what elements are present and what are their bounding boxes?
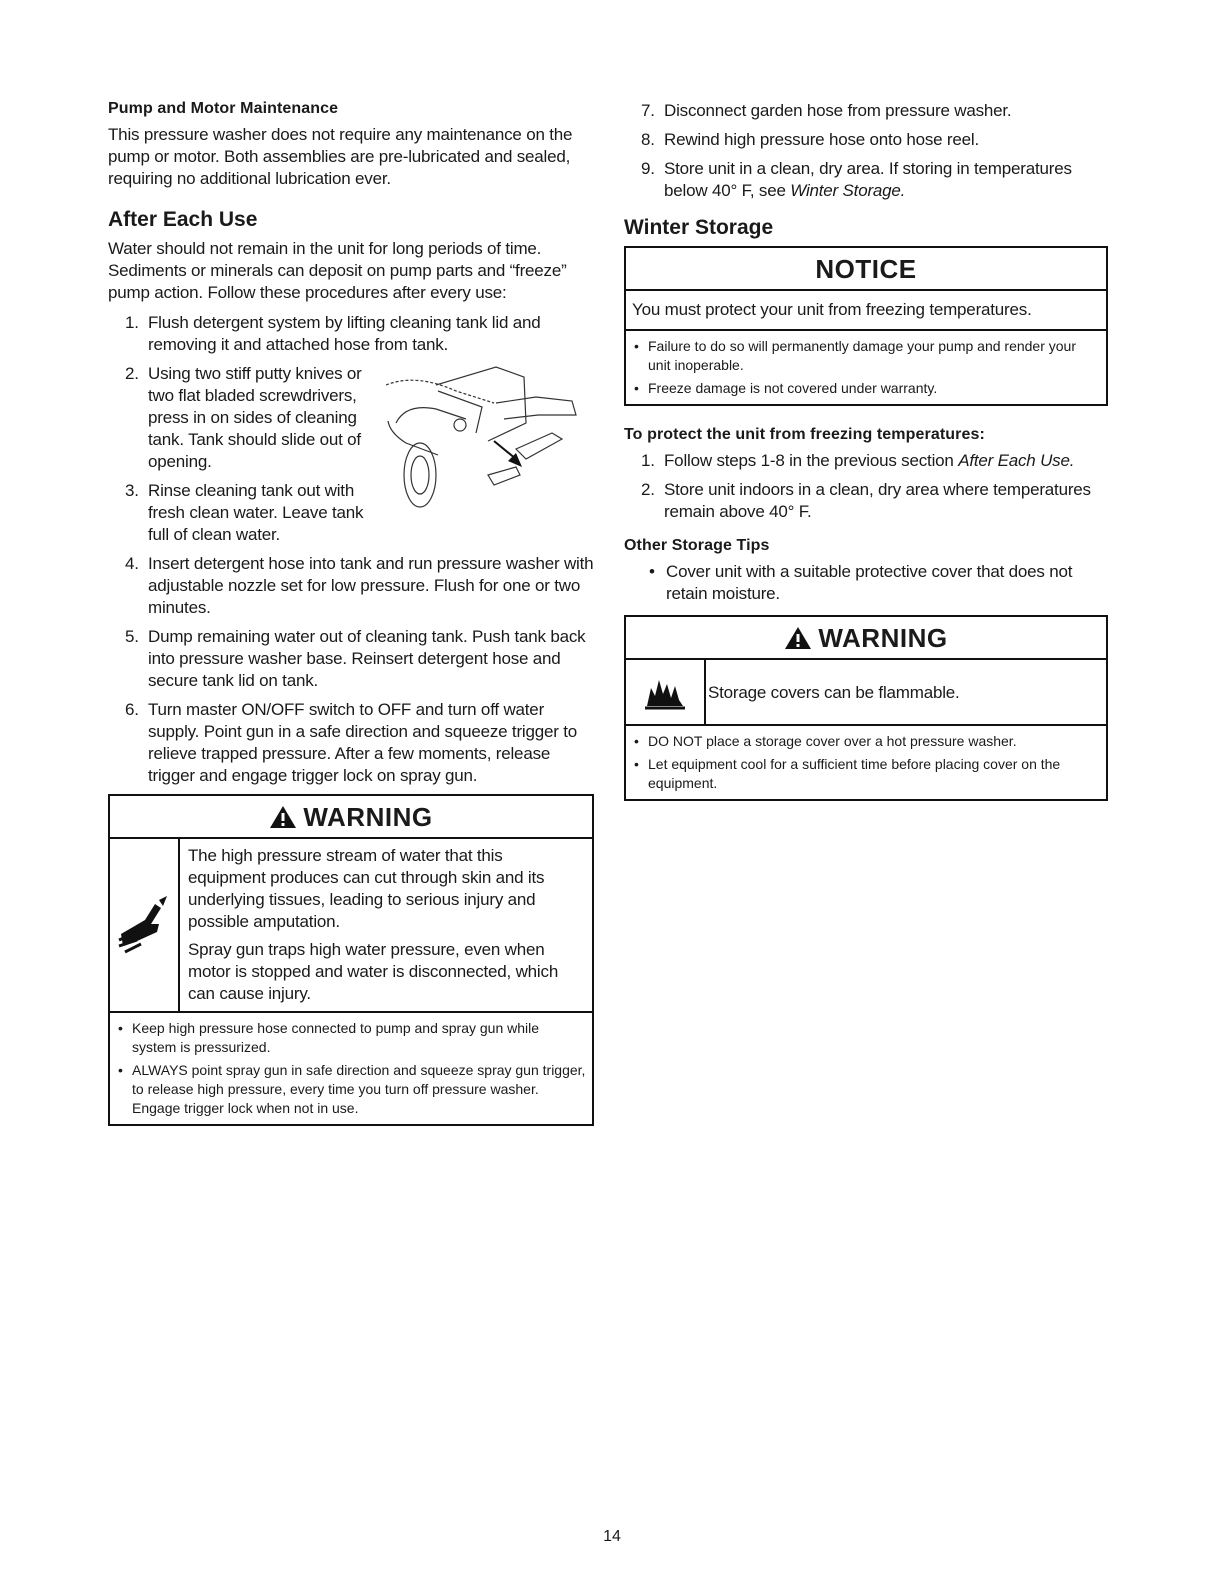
high-pressure-warning-box [108,794,594,1126]
list-item: • ALWAYS point spray gun in safe direction and squeeze spray gun trigger, to release high pressure, every time you turn off pressure washer. Engage trigger lock when not in use. [116,1061,586,1118]
warning-bullets [110,1013,592,1124]
list-item: 8. Rewind high pressure hose onto hose reel. [641,130,979,149]
list-item: 7. Disconnect garden hose from pressure washer. [641,101,1012,120]
list-item: 6. Turn master ON/OFF switch to OFF and turn off water supply. Point gun in a safe direction and squeeze trigger to relieve trapped pressure. After a few moments, release trigger and engage trigger lock on spray gun. [125,700,578,785]
fire-hazard-icon [626,660,706,724]
other-storage-tips-heading: Other Storage Tips [624,537,770,554]
list-item: 2. Using two stiff putty knives or two flat bladed screwdrivers, press in on sides of cleaning tank. Tank should slide out of opening. [125,364,362,471]
warning-triangle-icon [269,805,297,829]
left-column [108,100,594,1126]
notice-statement: You must protect your unit from freezing temperatures. [626,291,1106,331]
winter-storage-reference: Winter Storage. [790,181,906,200]
protect-heading: To protect the unit from freezing temperatures: [624,426,985,443]
warning-title: WARNING [110,796,592,839]
list-item: • Let equipment cool for a sufficient time before placing cover on the equipment. [632,755,1100,793]
list-item: • DO NOT place a storage cover over a hot pressure washer. [632,732,1100,751]
list-item: 4. Insert detergent hose into tank and run pressure washer with adjustable nozzle set for low pressure. Flush for one or two minutes. [125,554,594,617]
list-item: 1. Flush detergent system by lifting cleaning tank lid and removing it and attached hose from tank. [125,313,541,354]
after-each-use-steps-continued [624,100,1108,202]
pump-motor-text: This pressure washer does not require any maintenance on the pump or motor. Both assemblies are pre-lubricated and sealed, requiring no additional lubrication ever. [108,125,573,188]
list-item: 3. Rinse cleaning tank out with fresh clean water. Leave tank full of clean water. [125,481,364,544]
list-item: 2. Store unit indoors in a clean, dry area where temperatures remain above 40° F. [641,480,1091,521]
list-item: • Freeze damage is not covered under warranty. [632,379,1100,398]
storage-tips-list [624,561,1108,605]
after-each-use-heading: After Each Use [108,208,258,231]
after-each-use-steps [108,312,594,356]
list-item: 9. Store unit in a clean, dry area. If storing in temperatures below 40° F, see Winter Storage. [641,159,1072,200]
warning-text-1: The high pressure stream of water that this equipment produces can cut through skin and its underlying tissues, leading to serious injury and possible amputation. [188,846,545,931]
tank-figure-block [108,363,594,787]
flammable-warning-box [624,615,1108,801]
flammable-bullets [626,726,1106,799]
pump-motor-heading: Pump and Motor Maintenance [108,100,339,117]
warning-triangle-icon [784,626,812,650]
right-column [624,100,1108,801]
notice-title: NOTICE [626,248,1106,291]
notice-bullets [626,331,1106,404]
winter-storage-heading: Winter Storage [624,216,774,239]
protect-steps [624,450,1108,523]
injection-hazard-icon [110,839,180,1011]
warning-text-2: Spray gun traps high water pressure, even when motor is stopped and water is disconnected, which can cause injury. [188,940,559,1003]
page-number: 14 [603,1528,621,1545]
flammable-statement: Storage covers can be flammable. [708,683,960,702]
list-item: 5. Dump remaining water out of cleaning tank. Push tank back into pressure washer base. Reinsert detergent hose and secure tank lid on tank. [125,627,586,690]
list-item: 1. Follow steps 1-8 in the previous section After Each Use. [641,451,1075,470]
list-item: • Cover unit with a suitable protective cover that does not retain moisture. [624,561,1108,605]
list-item: • Keep high pressure hose connected to pump and spray gun while system is pressurized. [116,1019,586,1057]
after-each-use-reference: After Each Use. [958,451,1075,470]
list-item: • Failure to do so will permanently damage your pump and render your unit inoperable. [632,337,1100,375]
after-each-use-intro: Water should not remain in the unit for long periods of time. Sediments or minerals can deposit on pump parts and “freeze” pump action. Follow these procedures after every use: [108,239,567,302]
notice-box [624,246,1108,406]
warning-title: WARNING [626,617,1106,660]
